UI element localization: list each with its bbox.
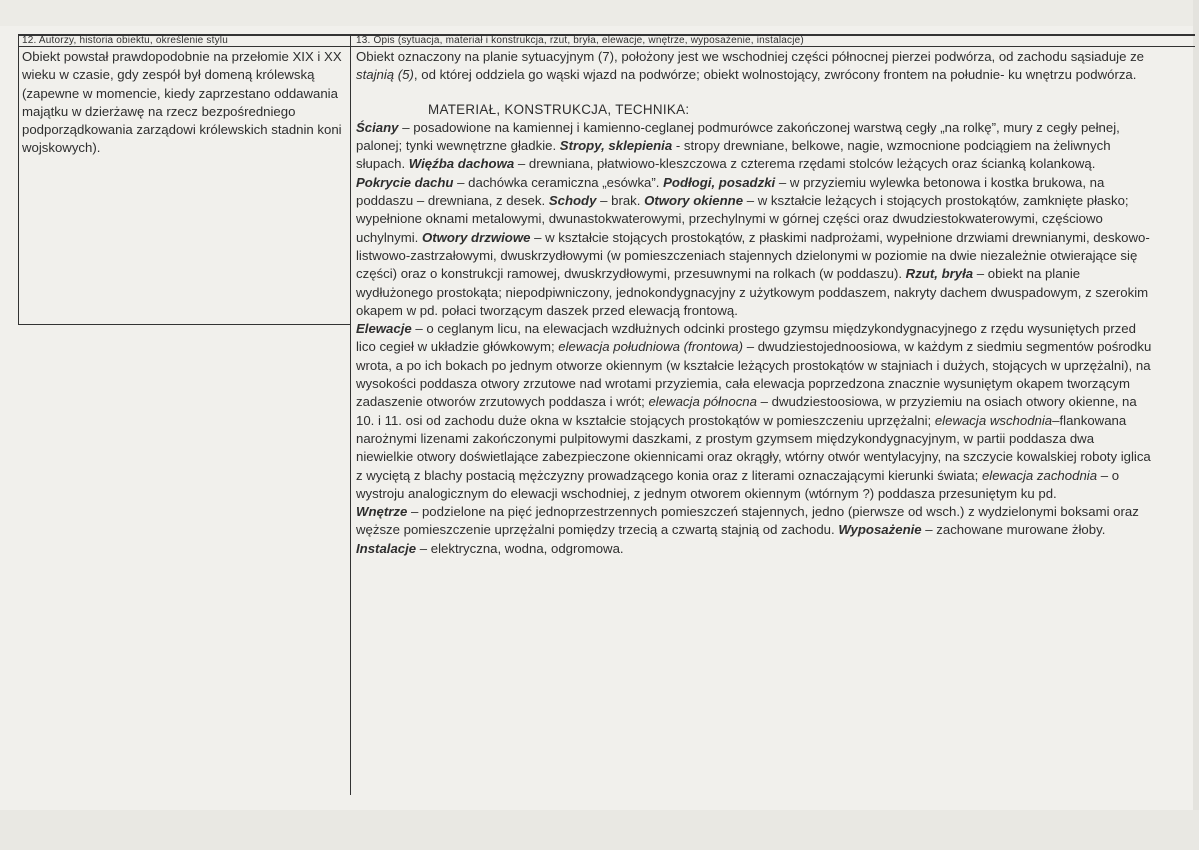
scan-top-band [0, 0, 1199, 26]
east-elevation: elewacja wschodnia [934, 412, 1053, 428]
label-doors: Otwory drzwiowe [421, 229, 531, 245]
label-windows: Otwory okienne [644, 193, 744, 209]
south-elevation: elewacja południowa (frontowa) [558, 339, 744, 355]
label-walls: Ściany [356, 119, 399, 135]
label-roofing: Pokrycie dachu [356, 174, 454, 190]
label-interior: Wnętrze [356, 504, 408, 520]
left-cell-bottom-border [18, 324, 351, 325]
elevations-paragraph: Elewacje – o ceglanym licu, na elewacjach wzdłużnych odcinki prostego gzymsu międzykondygnacyjnego z rzędu wysuniętych przed lico cegieł w układzie główkowym; elewacja południowa (frontowa) – dwudziestojednoosiowa, w każdym z siedmiu segmentów pośrodku wrota, a po ich bokach po jednym otworze okiennym (w kształcie leżących prostokątów w stajniach i dużych, stojących w uprzężalni), na wysokości poddasza otwory zrzutowe nad wrotami przyziemia, cała elewacja poprzedzona znacznie wysuniętym okapem tworzącym zadaszenie otworów zrzutowych poddasza i wrót; elewacja północna – dwudziestoosiowa, w przyziemiu na osiach otwory okienne, na 10. i 11. osi od zachodu duże okna w kształcie stojących prostokątów w pomieszczeniu uprzężalni; elewacja wschodnia–flankowana narożnymi lizenami zakończonymi pulpitowymi daszkami, z prostym gzymsem międzykondygnacyjnym, w partii poddasza dwa niewielkie otwory doświetlające zabezpieczone okiennicami oraz okrągły, wtórny otwór wentylacyjny, na szczycie kowalskiej roboty iglica z wyciętą z blachy postacią mężczyzny prowadzącego konia oraz z literami oznaczającymi kierunki świata; elewacja zachodnia – o wystroju analogicznym do elewacji wschodniej, z jednym otworem okiennym (wtórnym ?) poddasza przesuniętym ku pd. [356, 321, 1152, 501]
scan-right-band [1193, 0, 1199, 850]
label-floors: Podłogi, posadzki [663, 174, 776, 190]
label-roof-truss: Więźba dachowa [408, 156, 515, 172]
description-text [356, 48, 1152, 558]
location-paragraph: Obiekt oznaczony na planie sytuacyjnym (7), położony jest we wschodniej części północnej pierzei podwórza, od zachodu sąsiaduje ze stajnią (5), od której oddziela go wąski wjazd na podwórze; obiekt wolnostojący, zwrócony frontem na południe- ku wnętrzu podwórza. [356, 49, 1145, 83]
interior-paragraph: Wnętrze – podzielone na pięć jednoprzestrzennych pomieszczeń stajennych, jedno (pierwsze od wsch.) z wydzielonymi boksami oraz węższe pomieszczenie uprzężalni pomiędzy trzecią a czwartą stajnią od zachodu. Wyposażenie – zachowane murowane żłoby. Instalacje – elektryczna, wodna, odgromowa. [356, 504, 1139, 556]
stable-reference: stajnią (5) [356, 67, 414, 83]
label-ceilings: Stropy, sklepienia [559, 138, 673, 154]
label-plan: Rzut, bryła [905, 266, 974, 282]
history-text: Obiekt powstał prawdopodobnie na przełomie XIX i XX wieku w czasie, gdy zespół był domeną królewską (zapewne w momencie, kiedy zaprzestano oddawania majątku w dzierżawę na rzecz bezpośredniego podporządkowania zarządowi królewskich stadnin koni wojskowych). [22, 49, 342, 156]
west-elevation: elewacja zachodnia [981, 467, 1098, 483]
label-equipment: Wyposażenie [838, 522, 922, 538]
form-header-divider [18, 46, 1195, 47]
section-title: MATERIAŁ, KONSTRUKCJA, TECHNIKA: [428, 101, 690, 117]
field-12-header: 12. Autorzy, historia obiektu, określenie stylu [22, 35, 228, 46]
label-elevations: Elewacje [356, 321, 412, 337]
field-13-header: 13. Opis (sytuacja, materiał i konstrukcja, rzut, bryła, elewacje, wnętrze, wyposażenie, instalacje) [356, 35, 804, 46]
scan-bottom-band [0, 810, 1199, 850]
label-installations: Instalacje [356, 540, 417, 556]
form-left-border [18, 35, 19, 325]
north-elevation: elewacja północna [648, 394, 757, 410]
form-column-divider [350, 35, 351, 795]
material-paragraph: Ściany – posadowione na kamiennej i kamienno-ceglanej podmurówce zakończonej warstwą cegły „na rolkę”, mury z cegły pełnej, palonej; tynki wewnętrzne gładkie. Stropy, sklepienia - stropy drewniane, belkowe, nagie, wzmocnione podciągiem na żeliwnych słupach. Więźba dachowa – drewniana, płatwiowo-kleszczowa z czterema rzędami stolców leżących oraz ścianką kolankową. Pokrycie dachu – dachówka ceramiczna „esówka”. Podłogi, posadzki – w przyziemiu wylewka betonowa i kostka brukowa, na poddaszu – drewniana, z desek. Schody – brak. Otwory okienne – w kształcie leżących i stojących prostokątów, zamknięte płasko; wypełnione oknami metalowymi, dwunastokwaterowymi, przechylnymi w górnej części oraz dwudziestokwaterowymi, częściowo uchylnymi. Otwory drzwiowe – w kształcie stojących prostokątów, z płaskimi nadprożami, wypełnione drzwiami drewnianymi, deskowo-listwowo-zastrzałowymi, dwuskrzydłowymi (w pomieszczeniach stajennych dzielonymi w poziomie na dwie niezależnie otwierające się części) oraz o konstrukcji ramowej, dwuskrzydłowymi, przesuwnymi na rolkach (w poddaszu). Rzut, bryła – obiekt na planie wydłużonego prostokąta; niepodpiwniczony, jednokondygnacyjny z użytkowym poddaszem, nakryty dachem dwuspadowym, z szerokim okapem w pd. połaci tworzącym daszek przed elewacją frontową. [356, 119, 1150, 318]
label-stairs: Schody [548, 193, 597, 209]
